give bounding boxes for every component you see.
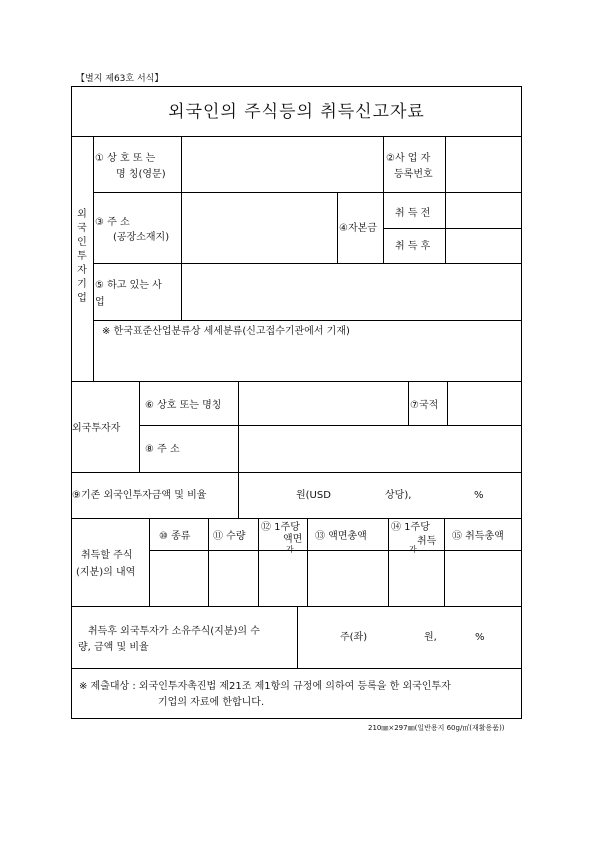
col-share-type: ⑩ 종류	[159, 531, 191, 542]
business-reg-label: ②사 업 자	[386, 153, 431, 164]
divider	[71, 518, 522, 519]
divider	[139, 381, 140, 472]
divider	[93, 320, 522, 321]
existing-percent-unit: %	[474, 490, 484, 501]
classification-field[interactable]	[94, 340, 521, 380]
form-number-tag: 【별지 제63호 서식】	[76, 74, 164, 84]
divider	[383, 136, 384, 263]
address-label: ③ 주 소	[95, 217, 130, 228]
classification-note: ※ 한국표준산업분류상 세세분류(신고접수기관에서 기재)	[102, 326, 350, 337]
investor-address-label: ⑧ 주 소	[145, 444, 180, 455]
business-activity-label: ⑤ 하고 있는 사	[95, 280, 162, 291]
trade-name-label: ① 상 호 또 는	[95, 153, 156, 164]
col-par-value-per-share-2: 액면	[283, 534, 303, 545]
trade-name-label-sub: 명 칭(영문)	[116, 169, 166, 180]
holdings-won-unit: 원,	[424, 632, 437, 643]
divider	[71, 668, 522, 669]
nationality-field[interactable]	[448, 382, 521, 425]
address-field[interactable]	[182, 193, 336, 263]
holdings-percent-unit: %	[475, 632, 485, 643]
company-section-label: 외 국 인 투 자 기 업	[77, 209, 87, 304]
shares-section-label-sub: (지분)의 내역	[76, 567, 136, 578]
capital-label: ④자본금	[339, 223, 377, 234]
quantity-field[interactable]	[209, 551, 257, 605]
investor-address-field[interactable]	[239, 426, 521, 471]
total-acq-amount-field[interactable]	[445, 551, 521, 605]
paper-spec: 210㎜×297㎜(일반용지 60g/㎡(재활용품))	[368, 724, 505, 732]
investor-section-label: 외국투자자	[72, 423, 121, 434]
col-quantity: ⑪ 수량	[213, 531, 246, 542]
divider	[337, 192, 338, 263]
par-value-field[interactable]	[259, 551, 306, 605]
existing-usd-equiv: 상당),	[385, 490, 412, 501]
holdings-shares-unit: 주(좌)	[340, 632, 368, 643]
col-acq-price-per-share-2: 취득	[417, 536, 437, 547]
holdings-label: 취득후 외국투자가 소유주식(지분)의 수	[88, 626, 260, 637]
acq-price-field[interactable]	[389, 551, 443, 605]
submission-note: ※ 제출대상 : 외국인투자촉진법 제21조 제1항의 규정에 의하여 등록을 한 외국인투자	[79, 681, 451, 692]
holdings-field[interactable]	[298, 607, 521, 667]
col-par-value-per-share-3: 가	[286, 545, 294, 554]
trade-name-field[interactable]	[182, 137, 382, 192]
total-par-value-field[interactable]	[308, 551, 387, 605]
submission-note-sub: 기업의 자료에 한합니다.	[158, 697, 265, 708]
before-acquisition-label: 취 득 전	[395, 208, 431, 219]
col-total-par-value: ⑬ 액면총액	[315, 531, 367, 542]
form-title: 외국인의 주식등의 취득신고자료	[168, 102, 425, 122]
col-acq-price-per-share-3: 가	[409, 545, 417, 554]
address-label-sub: (공장소재지)	[113, 232, 170, 243]
shares-section-label: 취득할 주식	[81, 550, 133, 561]
col-acq-price-per-share: ⑭ 1주당	[391, 522, 430, 533]
investor-name-label: ⑥ 상호 또는 명칭	[145, 400, 222, 411]
business-reg-number-field[interactable]	[446, 137, 521, 192]
after-acquisition-label: 취 득 후	[395, 241, 431, 252]
business-reg-label-sub: 등록번호	[394, 169, 433, 180]
existing-won-unit: 원(USD	[296, 490, 331, 501]
nationality-label: ⑦국적	[410, 400, 439, 411]
divider	[408, 381, 409, 425]
existing-investment-label: ⑨기존 외국인투자금액 및 비율	[72, 490, 207, 501]
col-total-acq-amount: ⑮ 취득총액	[452, 531, 504, 542]
share-type-field[interactable]	[150, 551, 207, 605]
holdings-label-sub: 량, 금액 및 비율	[78, 642, 149, 653]
investor-name-field[interactable]	[239, 382, 407, 425]
business-activity-label-sub: 업	[95, 297, 105, 308]
existing-investment-field[interactable]	[239, 473, 521, 517]
capital-before-field[interactable]	[446, 193, 521, 228]
capital-after-field[interactable]	[446, 229, 521, 263]
business-activity-field[interactable]	[182, 264, 521, 320]
col-par-value-per-share: ⑫ 1주당	[261, 522, 300, 533]
